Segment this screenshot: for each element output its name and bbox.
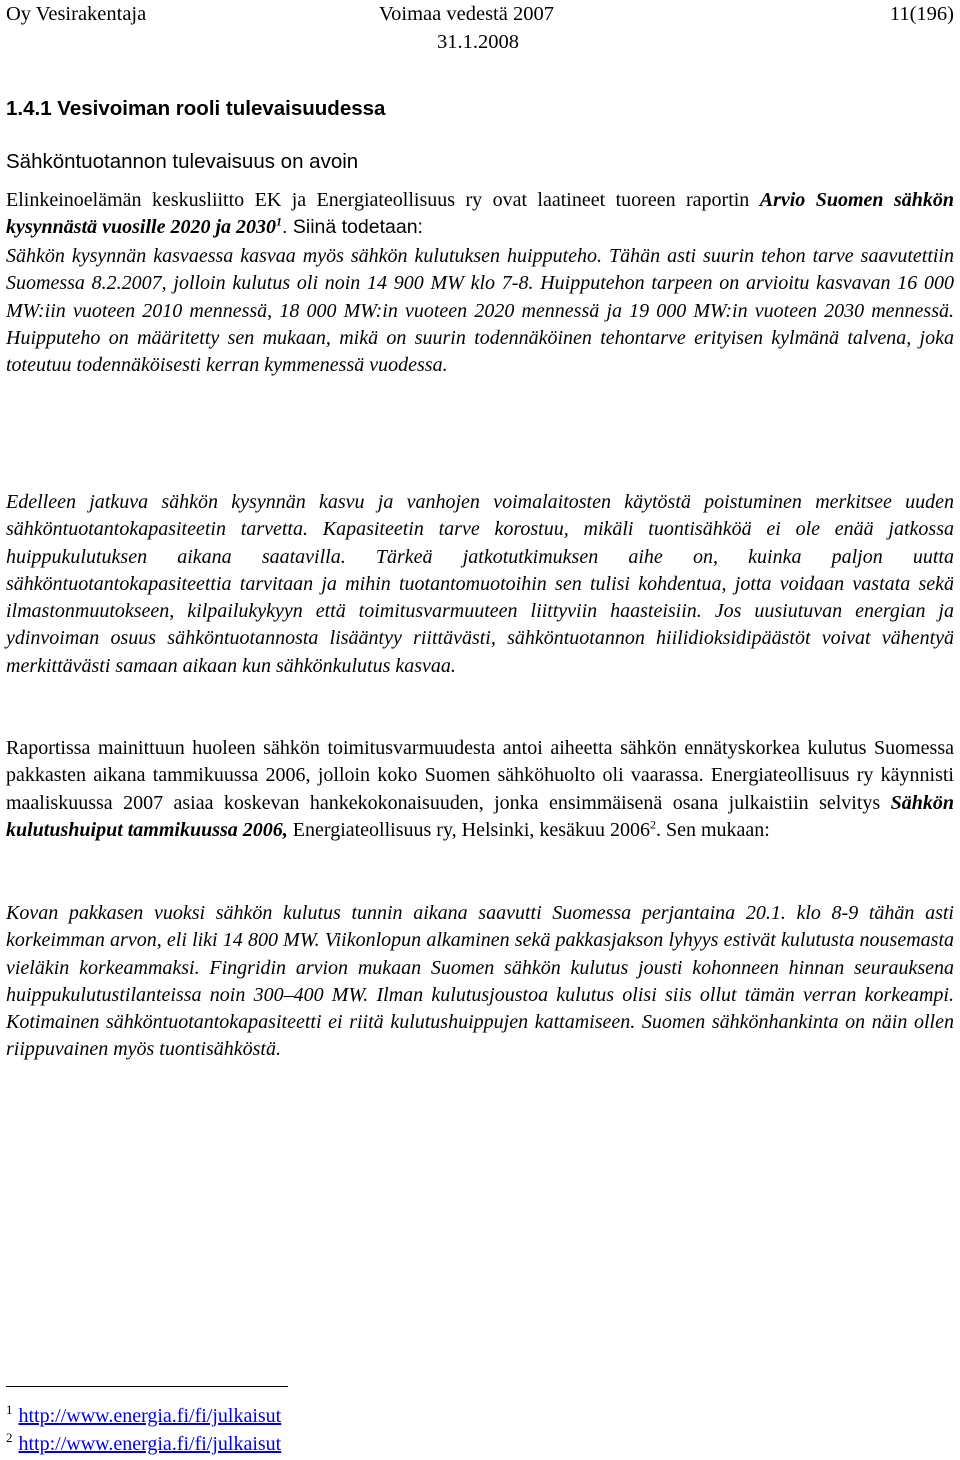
quote-peak-demand-lead: Sähkön kysynnän kasvaessa kasvaa myös sähkön kulutuksen huipputeho.: [6, 245, 603, 267]
intro-text-before: Elinkeinoelämän keskusliitto EK ja Energiateollisuus ry ovat laatineet tuoreen raportin: [6, 189, 760, 211]
header-page-number: 11(196): [889, 3, 954, 25]
study-title: Sähkön kulutushuiput tammikuussa 2006,: [6, 791, 954, 841]
footnote-1-link[interactable]: http://www.energia.fi/fi/julkaisut: [18, 1405, 282, 1427]
report-text-middle: Energiateollisuus ry, Helsinki, kesäkuu 2006: [287, 818, 650, 841]
report-title: Arvio Suomen sähkön kysynnästä vuosille 2020 ja 2030: [6, 189, 955, 239]
footnote-ref-2[interactable]: 2: [649, 817, 656, 832]
quote-peak-demand: [6, 243, 954, 379]
footnote-2-link[interactable]: http://www.energia.fi/fi/julkaisut: [18, 1433, 282, 1455]
section-heading: 1.4.1 Vesivoiman rooli tulevaisuudessa: [6, 97, 386, 120]
report-text-after: . Sen mukaan:: [655, 818, 770, 841]
section-subheading: Sähköntuotannon tulevaisuus on avoin: [6, 150, 359, 173]
quote-capacity-need: [6, 489, 954, 680]
intro-paragraph: [6, 187, 954, 242]
quote-consumption-record-text: Kovan pakkasen vuoksi sähkön kulutus tunnin aikana saavutti Suomessa perjantaina 20.1. klo 8-9 tähän asti korkeimman arvon, eli liki 14 800 MW. Viikonlopun alkaminen sekä pakkasjakson lyhyys estivät kulutusta nousemasta vieläkin korkeammaksi. Fingridin arvion mukaan Suomen sähkön kulutus jousti kohonneen hinnan seurauksena huippukulutustilanteissa noin 300–400 MW. Ilman kulutusjoustoa kulutus olisi siis ollut tämän verran korkeampi. Kotimainen sähköntuotantokapasiteetti ei riitä kulutushuippujen kattamiseen. Suomen sähkönhankinta on näin ollen riippuvainen myös tuontisähköstä.: [6, 902, 954, 1061]
quote-peak-demand-text: Tähän asti suurin tehon tarve saavutettiin Suomessa 8.2.2007, jolloin kulutus oli noin 14 900 MW klo 7-8. Huipputehon tarpeen on arvioitu kasvavan 16 000 MW:iin vuoteen 2010 mennessä, 18 000 MW:in vuoteen 2020 mennessä ja 19 000 MW:in vuoteen 2030 mennessä. Huipputeho on määritetty sen mukaan, mikä on suurin todennäköinen tehontarve erityisen kylmänä talvena, joka toteutuu todennäköisesti kerran kymmenessä vuodessa.: [6, 245, 954, 377]
footnote-2-number: 2: [6, 1430, 13, 1446]
intro-text-after: . Siinä todetaan:: [282, 216, 423, 239]
header-document-title: Voimaa vedestä 2007: [379, 3, 554, 25]
header-company: Oy Vesirakentaja: [6, 3, 147, 25]
footnote-2: [6, 1432, 281, 1456]
quote-capacity-need-text: Edelleen jatkuva sähkön kysynnän kasvu ja vanhojen voimalaitosten käytöstä poistuminen merkitsee uuden sähköntuotantokapasiteetin tarvetta. Kapasiteetin tarve korostuu, mikäli tuontisähköä ei ole enää jatkossa huippukulutuksen aikana saatavilla. Tärkeä jatkotutkimuksen aihe on, kuinka paljon uutta sähköntuotantokapasiteettia tarvitaan ja mihin tuotantomuotoihin sen tulisi kohdentua, jotta voidaan vastata sekä ilmastonmuutokseen, kilpailukykyyn että toimitusvarmuuteen liittyviin haasteisiin. Jos uusiutuvan energian ja ydinvoiman osuus sähköntuotannosta lisääntyy riittävästi, sähköntuotannon hiilidioksidipäästöt voivat vähentyä merkittävästi samaan aikaan kun sähkönkulutus kasvaa.: [6, 491, 954, 677]
header-date: 31.1.2008: [437, 31, 519, 53]
footnote-1-number: 1: [6, 1402, 13, 1418]
report-text-before: Raportissa mainittuun huoleen sähkön toimitusvarmuudesta antoi aiheetta sähkön ennätyskorkea kulutus Suomessa pakkasten aikana tammikuussa 2006, jolloin koko Suomen sähköhuolto oli vaarassa. Energiateollisuus ry käynnisti maaliskuussa 2007 asiaa koskevan hankekokonaisuuden, jonka ensimmäisenä osana julkaistiin selvitys: [6, 737, 954, 814]
footnote-ref-1[interactable]: 1: [276, 214, 283, 229]
footnote-divider: [6, 1386, 288, 1387]
report-paragraph: [6, 735, 954, 844]
quote-consumption-record: [6, 900, 954, 1064]
footnote-1: [6, 1404, 281, 1428]
